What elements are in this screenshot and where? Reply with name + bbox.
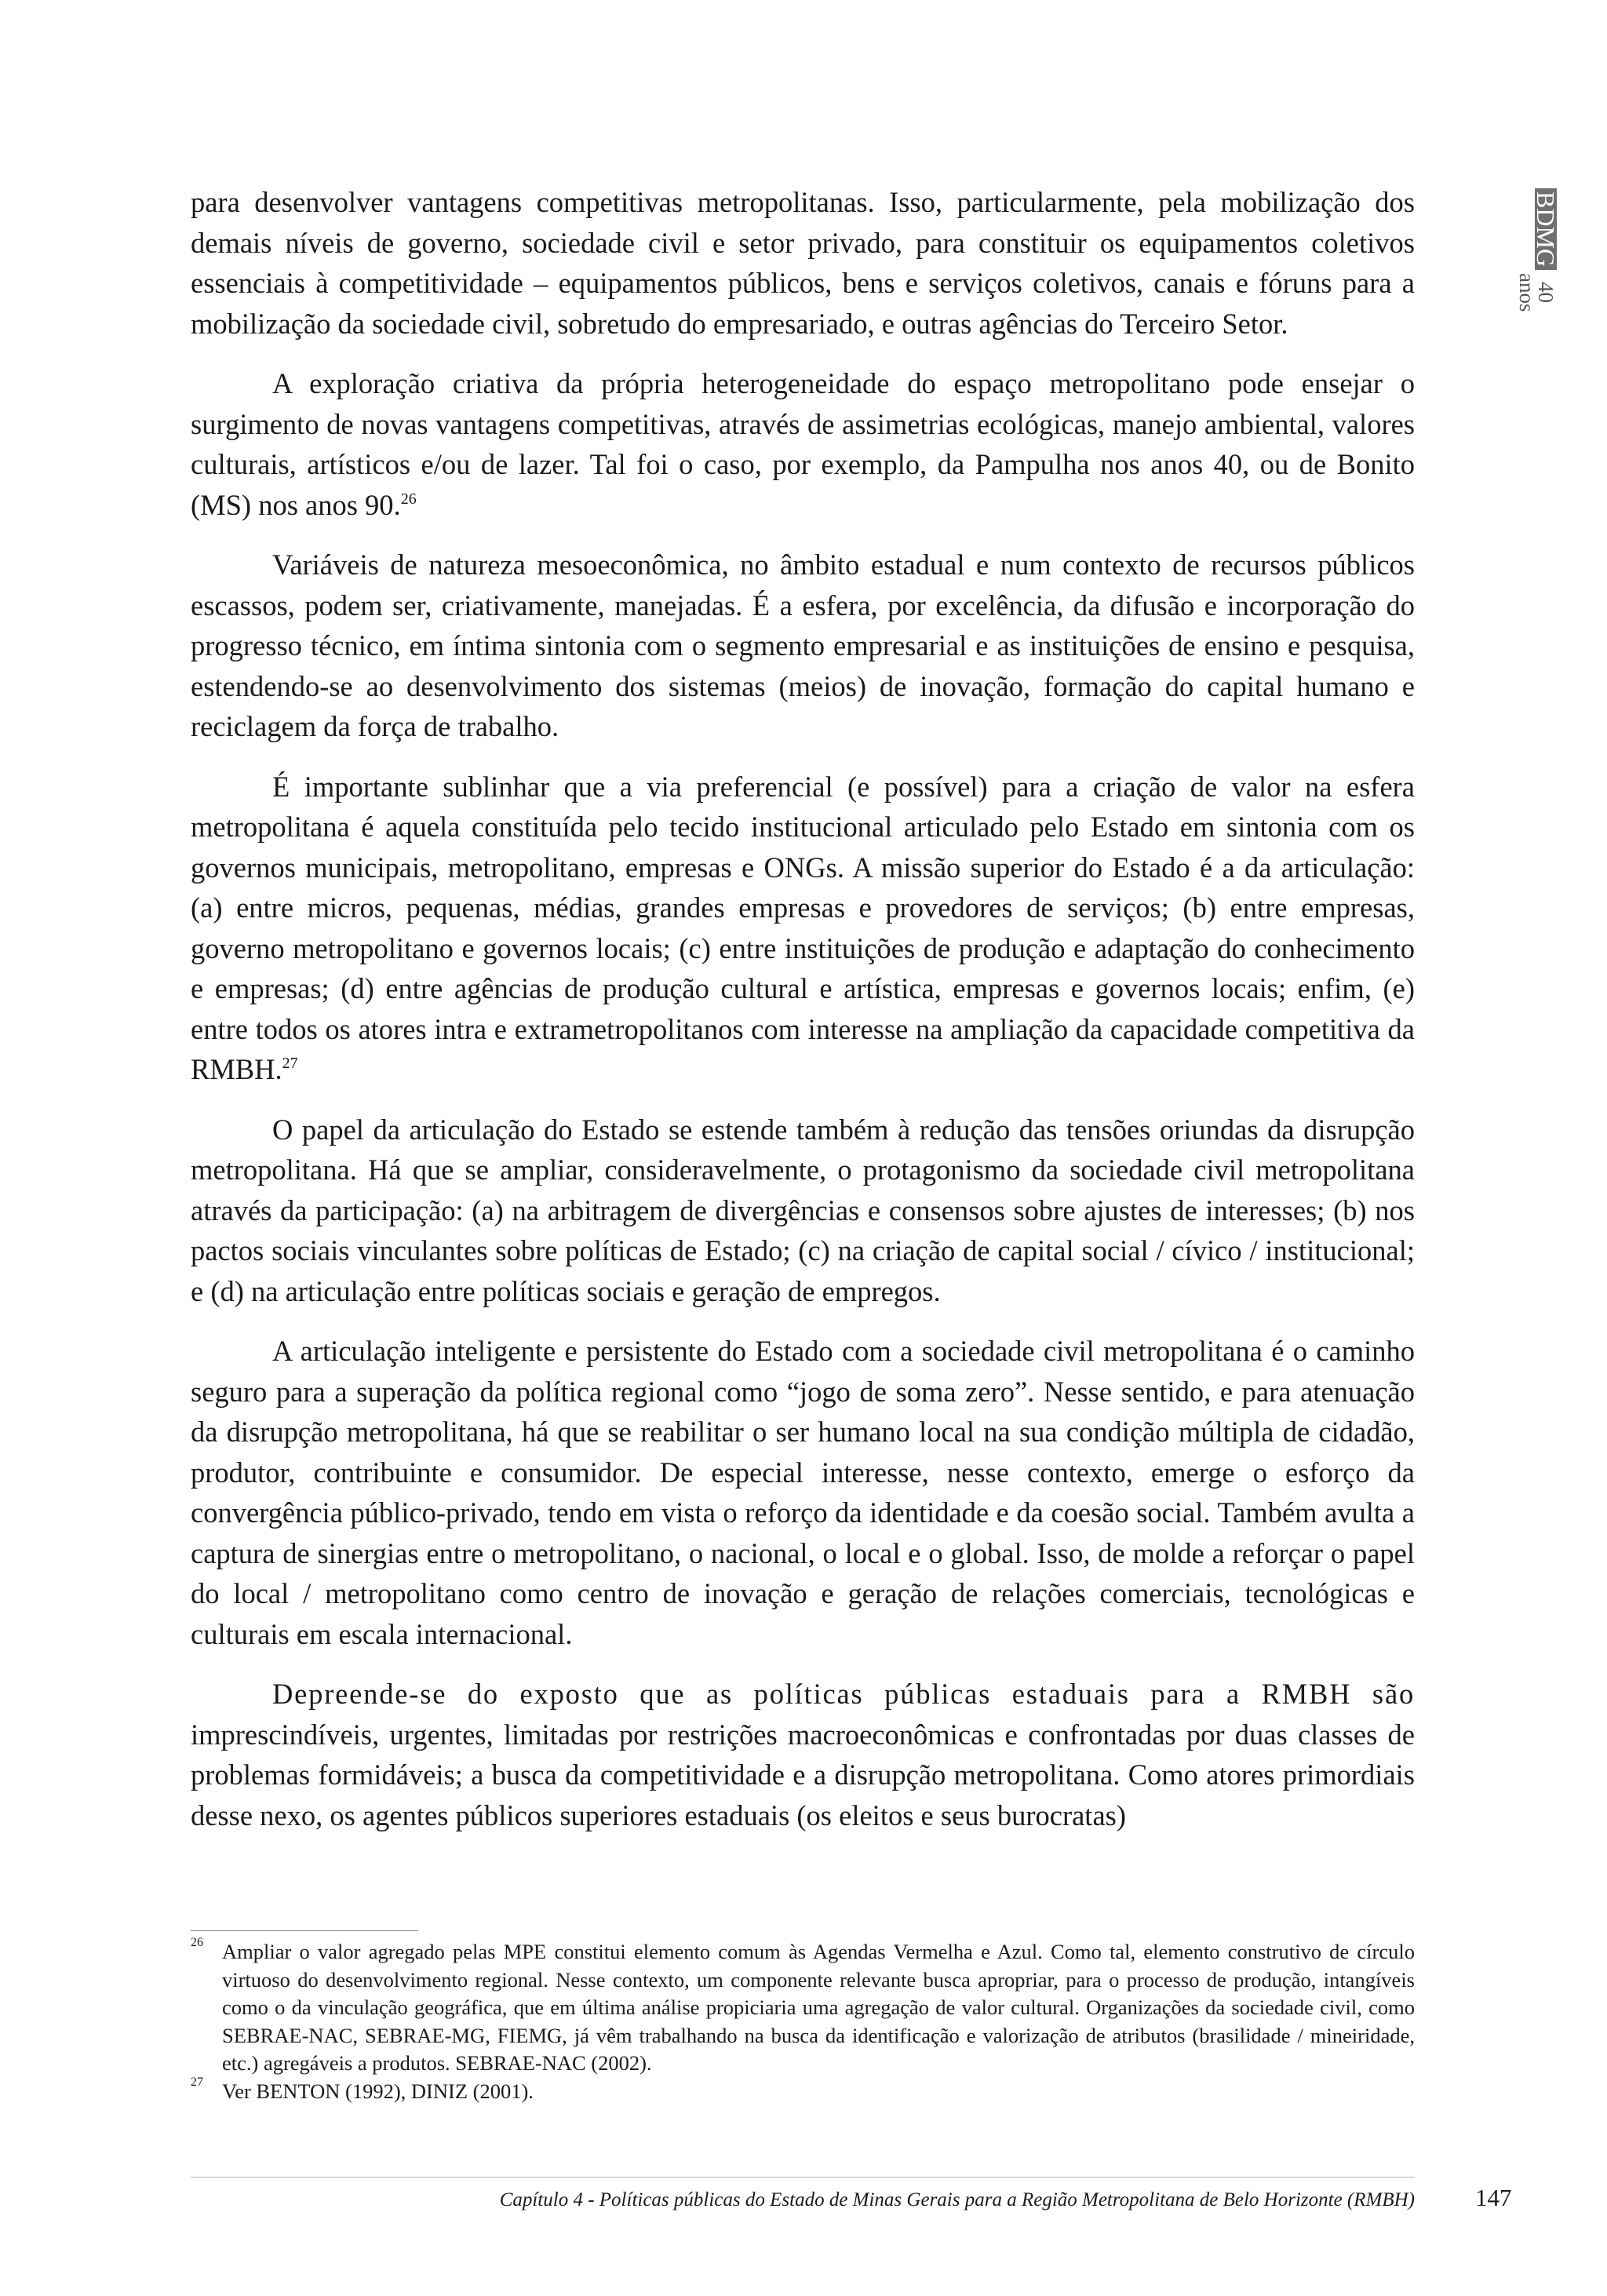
body-text <box>191 182 1415 1855</box>
paragraph: O papel da articulação do Estado se estende também à redução das tensões oriundas da disrupção metropolitana. Há que se ampliar, consideravelmente, o protagonismo da sociedade civil metropolitana através da participação: (a) na arbitragem de divergências e consensos sobre ajustes de interesses; (b) nos pactos sociais vinculantes sobre políticas de Estado; (c) na criação de capital social / cívico / institucional; e (d) na articulação entre políticas sociais e geração de empregos. <box>191 1113 1415 1307</box>
bdmg-side-badge <box>1515 188 1566 312</box>
badge-label: BDMG <box>1535 188 1557 270</box>
running-footer: Capítulo 4 - Políticas públicas do Estado de Minas Gerais para a Região Metropolitana de Belo Horizonte (RMBH) <box>499 2189 1415 2210</box>
page-number: 147 <box>1475 2184 1512 2211</box>
paragraph: A exploração criativa da própria heterogeneidade do espaço metropolitano pode ensejar o surgimento de novas vantagens competitivas, através de assimetrias ecológicas, manejo ambiental, valores culturais, artísticos e/ou de lazer. Tal foi o caso, por exemplo, da Pampulha nos anos 40, ou de Bonito (MS) nos anos 90.26 <box>191 367 1415 521</box>
paragraph: A articulação inteligente e persistente do Estado com a sociedade civil metropolitana é o caminho seguro para a superação da política regional como “jogo de soma zero”. Nesse sentido, e para atenuação da disrupção metropolitana, há que se reabilitar o ser humano local na sua condição múltipla de cidadão, produtor, contribuinte e consumidor. De especial interesse, nesse contexto, emerge o esforço da convergência público-privado, tendo em vista o reforço da identidade e da coesão social. Também avulta a captura de sinergias entre o metropolitano, o nacional, o local e o global. Isso, de molde a reforçar o papel do local / metropolitano como centro de inovação e geração de relações comerciais, tecnológicas e culturais em escala internacional. <box>191 1335 1415 1650</box>
footnote-number: 26 <box>191 1936 203 1949</box>
footnote-reference[interactable]: 27 <box>282 1055 298 1072</box>
paragraph: Variáveis de natureza mesoeconômica, no âmbito estadual e num contexto de recursos públicos escassos, podem ser, criativamente, manejadas. É a esfera, por excelência, da difusão e incorporação do progresso técnico, em íntima sintonia com o segmento empresarial e as instituições de ensino e pesquisa, estendendo-se ao desenvolvimento dos sistemas (meios) de inovação, formação do capital humano e reciclagem da força de trabalho. <box>191 548 1415 742</box>
footnote-text: Ver BENTON (1992), DINIZ (2001). <box>222 2079 534 2103</box>
footnotes <box>191 1938 1415 2105</box>
paragraph: Depreende-se do exposto que as políticas públicas estaduais para a RMBH são imprescindíveis, urgentes, limitadas por restrições macroeconômicas e confrontadas por duas classes de problemas formidáveis; a busca da competitividade e a disrupção metropolitana. Como atores primordiais desse nexo, os agentes públicos superiores estaduais (os eleitos e seus burocratas) <box>191 1678 1415 1831</box>
paragraph: para desenvolver vantagens competitivas metropolitanas. Isso, particularmente, pela mobilização dos demais níveis de governo, sociedade civil e setor privado, para constituir os equipamentos coletivos essenciais à competitividade – equipamentos públicos, bens e serviços coletivos, canais e fóruns para a mobilização da sociedade civil, sobretudo do empresariado, e outras agências do Terceiro Setor. <box>191 186 1415 340</box>
footnote <box>191 2075 1415 2106</box>
footnote-separator <box>191 1930 418 1931</box>
footnote-number: 27 <box>191 2075 203 2089</box>
badge-sublabel: 40 anos <box>1515 273 1558 312</box>
footnote <box>191 1938 1415 2078</box>
paragraph: É importante sublinhar que a via preferencial (e possível) para a criação de valor na esfera metropolitana é aquela constituída pelo tecido institucional articulado pelo Estado em sintonia com os governos municipais, metropolitano, empresas e ONGs. A missão superior do Estado é a da articulação: (a) entre micros, pequenas, médias, grandes empresas e provedores de serviços; (b) entre empresas, governo metropolitano e governos locais; (c) entre instituições de produção e adaptação do conhecimento e empresas; (d) entre agências de produção cultural e artística, empresas e governos locais; enfim, (e) entre todos os atores intra e extrametropolitanos com interesse na ampliação da capacidade competitiva da RMBH.$^{27}$ <box>191 770 1415 1085</box>
footer-separator <box>191 2177 1415 2178</box>
footnote-text: Ampliar o valor agregado pelas MPE constitui elemento comum às Agendas Vermelha e Azul. Como tal, elemento construtivo de círculo virtuoso do desenvolvimento regional. Nesse contexto, um componente relevante busca apropriar, para o processo de produção, intangíveis como o da vinculação geográfica, que em última análise propiciaria uma agregação de valor cultural. Organizações da sociedade civil, como SEBRAE-NAC, SEBRAE-MG, FIEMG, já vêm trabalhando na busca da identificação e valorização de atributos (brasilidade / mineiridade, etc.) agregáveis a produtos. SEBRAE-NAC (2002). <box>222 1940 1415 2075</box>
footnote-reference[interactable]: 26 <box>400 490 417 508</box>
